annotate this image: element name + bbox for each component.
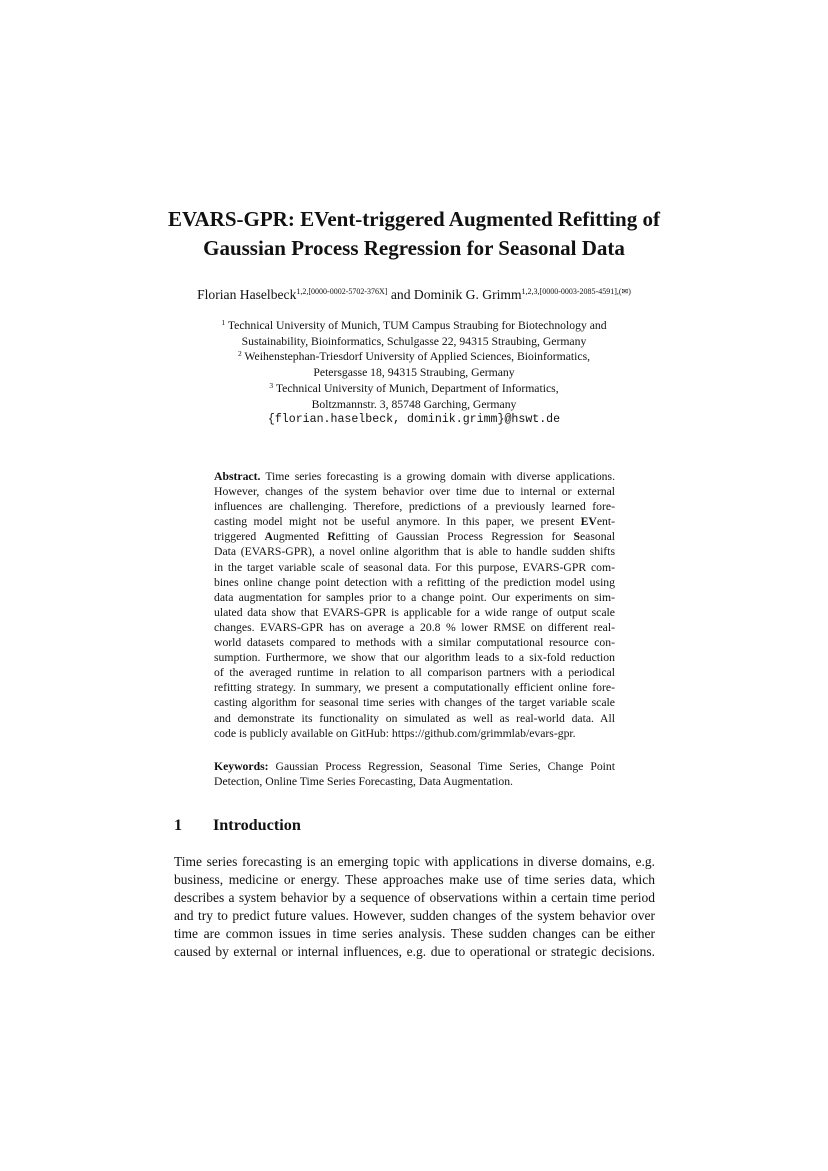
affiliation-3-text-1: Technical University of Munich, Department of Informatics, (275, 381, 559, 395)
contact-email: {florian.haselbeck, dominik.grimm}@hswt.de (267, 413, 561, 427)
author-2-superscript: 1,2,3,[0000-0003-2085-4591],(✉) (521, 287, 631, 296)
abstract-label: Abstract. (214, 470, 261, 483)
affiliation-3-line-2: Boltzmannstr. 3, 85748 Garching, Germany (311, 397, 517, 411)
affiliation-1-marker: 1 (221, 318, 226, 327)
title-line-2: Gaussian Process Regression for Seasonal Data (203, 236, 625, 260)
acronym-letter: R (327, 530, 336, 544)
abstract-text: Time series forecasting is a growing domain with diverse applications. (265, 470, 615, 483)
affiliations (0, 318, 828, 428)
author-list (0, 286, 828, 304)
affiliation-3-line-1 (0, 381, 828, 397)
author-1-name: Florian Haselbeck (197, 287, 297, 302)
abstract (214, 469, 615, 741)
paragraph-line: caused by external or internal influences, e.g. due to operational or strategic decisions. (174, 944, 655, 960)
affiliation-2-text-1: Weihenstephan-Triesdorf University of Applied Sciences, Bioinformatics, (244, 350, 591, 364)
affiliation-1-line-1 (0, 318, 828, 334)
affiliation-2-line-2: Petersgasse 18, 94315 Straubing, Germany (313, 366, 515, 380)
abstract-line (214, 514, 615, 529)
abstract-line: influences are challenging. Therefore, predictions of a previously learned fore- (214, 500, 615, 514)
paragraph-line: business, medicine or energy. These approaches make use of time series data, which (174, 872, 655, 888)
abstract-line: changes. EVARS-GPR has on average a 20.8 % lower RMSE on different real- (214, 620, 615, 634)
paragraph-line: Time series forecasting is an emerging topic with applications in diverse domains, e.g. (174, 854, 655, 869)
abstract-line: world datasets compared to methods with a similar computational resource con- (214, 636, 615, 650)
abstract-text: triggered (214, 530, 265, 544)
abstract-line: in the target variable scale of seasonal data. For this purpose, EVARS-GPR com- (214, 560, 615, 574)
abstract-line: bines online change point detection with a refitting of the prediction model using (214, 575, 615, 589)
abstract-line (214, 529, 615, 544)
keywords (214, 759, 615, 789)
section-heading (174, 815, 301, 835)
abstract-line: of the averaged runtime in relation to all comparison partners with a periodical (214, 666, 615, 680)
abstract-line: ulated data show that EVARS-GPR is applicable for a wide range of output scale (214, 605, 615, 619)
affiliation-2-line-1 (0, 349, 828, 365)
keywords-label: Keywords: (214, 760, 269, 773)
paragraph-line: describes a system behavior by a sequence of observations within a certain time period (174, 890, 655, 906)
abstract-text: easonal (579, 530, 615, 544)
abstract-line: Data (EVARS-GPR), a novel online algorithm that is able to handle sudden shifts (214, 545, 615, 559)
introduction-paragraph (174, 853, 655, 962)
affiliation-2-marker: 2 (237, 349, 242, 359)
abstract-line: data augmentation for samples prior to a change point. Our experiments on sim- (214, 590, 615, 604)
section-number: 1 (174, 816, 183, 834)
paper-title (0, 205, 828, 263)
abstract-text: casting model might not be useful anymore. In this paper, we present (214, 515, 581, 529)
keywords-text: Gaussian Process Regression, Seasonal Time Series, Change Point (275, 760, 615, 773)
affiliation-1-line-2: Sustainability, Bioinformatics, Schulgasse 22, 94315 Straubing, Germany (241, 334, 587, 348)
abstract-line: casting algorithm for seasonal time series with changes of the target variable scale (214, 696, 615, 710)
acronym-letter: A (264, 530, 273, 544)
keywords-line (214, 759, 615, 774)
paragraph-line: time are common issues in time series analysis. These sudden changes can be either (174, 926, 655, 942)
abstract-line: However, changes of the system behavior over time due to internal or external (214, 485, 615, 499)
keywords-line: Detection, Online Time Series Forecasting, Data Augmentation. (214, 775, 513, 789)
acronym-letters: EV (580, 515, 597, 529)
section-title: Introduction (213, 816, 301, 834)
abstract-line: and demonstrate its functionality on simulated as well as real-world data. All (214, 711, 615, 725)
paragraph-line: and try to predict future values. However, sudden changes of the system behavior over (174, 908, 655, 924)
affiliation-3-marker: 3 (269, 380, 274, 390)
author-connector: and (387, 287, 414, 302)
abstract-line: refitting strategy. In summary, we present a computationally efficient online fore- (214, 681, 615, 695)
abstract-text: ent- (596, 515, 615, 529)
affiliation-1-text-1: Technical University of Munich, TUM Campus Straubing for Biotechnology and (227, 319, 607, 332)
abstract-text: efitting of Gaussian Process Regression for (335, 530, 574, 544)
acronym-letter: S (573, 530, 580, 544)
abstract-line: code is publicly available on GitHub: https://github.com/grimmlab/evars-gpr. (214, 726, 576, 740)
abstract-text: ugmented (272, 530, 328, 544)
author-2-name: Dominik G. Grimm (413, 287, 522, 302)
title-line-1: EVARS-GPR: EVent-triggered Augmented Refitting of (168, 207, 660, 231)
abstract-line: sumption. Furthermore, we show that our algorithm leads to a six-fold reduction (214, 651, 615, 665)
author-1-superscript: 1,2,[0000-0002-5702-376X] (296, 287, 388, 296)
abstract-line (214, 469, 615, 484)
